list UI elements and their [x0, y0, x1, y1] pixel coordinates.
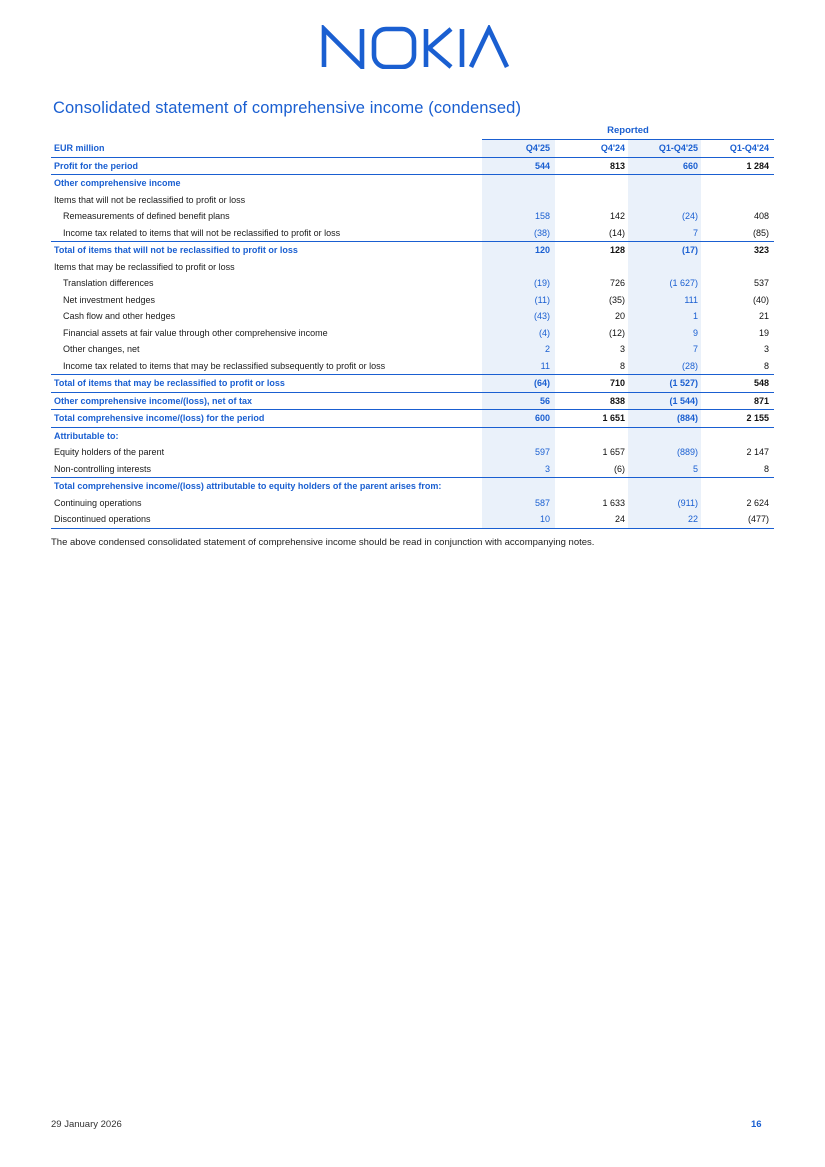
total-row [51, 410, 774, 428]
cell-value: 21 [758, 311, 769, 321]
section-heading-row [51, 175, 774, 192]
cell-value: (11) [534, 294, 550, 305]
row-label: Net investment hedges [63, 294, 156, 305]
row-label: Remeasurements of defined benefit plans [63, 211, 230, 221]
cell-value: 1 657 [602, 447, 625, 457]
cell-value: (12) [608, 327, 625, 338]
column-header: Q4'25 [525, 143, 550, 153]
row-label: Total comprehensive income/(loss) for the period [54, 413, 265, 423]
table-row [51, 511, 774, 529]
cell-value: 8 [619, 360, 625, 371]
cell-value: 120 [534, 245, 550, 255]
row-label: Translation differences [63, 278, 154, 288]
cell-value: 2 [544, 344, 550, 354]
page-number: 16 [751, 1119, 762, 1130]
unit-label: EUR million [54, 143, 105, 153]
table-row [51, 325, 774, 342]
row-label: Non-controlling interests [54, 463, 152, 474]
table-row [51, 292, 774, 309]
cell-value: 3 [763, 344, 769, 354]
row-label: Continuing operations [54, 497, 142, 508]
cell-value: 142 [609, 211, 625, 221]
cell-value: 10 [539, 514, 550, 524]
row-label: Total of items that will not be reclassified to profit or loss [54, 245, 298, 255]
cell-value: 600 [534, 413, 550, 423]
cell-value: (911) [677, 497, 698, 508]
cell-value: 323 [753, 245, 769, 255]
cell-value: 158 [534, 211, 550, 221]
column-header: Q4'24 [600, 143, 625, 153]
table-row [51, 275, 774, 292]
cell-value: 1 651 [602, 413, 625, 423]
income-statement-table [51, 124, 774, 529]
row-label: Other comprehensive income [54, 178, 181, 188]
table-row [51, 158, 774, 176]
cell-value: 8 [763, 360, 769, 371]
cell-value: 1 [692, 311, 698, 321]
table-row [51, 444, 774, 461]
cell-value: 2 155 [746, 413, 769, 423]
row-label: Attributable to: [54, 430, 119, 441]
cell-value: 19 [758, 327, 769, 338]
subtotal-row [51, 242, 774, 259]
nokia-logo [321, 25, 511, 69]
row-label: Cash flow and other hedges [63, 311, 176, 321]
cell-value: 587 [534, 497, 550, 508]
cell-value: (1 627) [669, 278, 698, 288]
cell-value: 128 [609, 245, 625, 255]
row-label: Other comprehensive income/(loss), net of tax [54, 395, 253, 406]
cell-value: (28) [681, 360, 698, 371]
cell-value: (1 527) [669, 378, 698, 388]
cell-value: 2 624 [746, 497, 769, 508]
cell-value: 813 [609, 160, 625, 171]
cell-value: 56 [539, 395, 550, 406]
cell-value: 1 284 [746, 160, 769, 171]
cell-value: (19) [533, 278, 550, 288]
cell-value: (85) [752, 227, 769, 238]
row-label: Items that will not be reclassified to profit or loss [54, 194, 246, 205]
cell-value: 3 [619, 344, 625, 354]
row-label: Profit for the period [54, 160, 138, 171]
cell-value: (1 544) [669, 395, 698, 406]
cell-value: 710 [609, 378, 625, 388]
subsection-row [51, 192, 774, 209]
cell-value: 548 [753, 378, 769, 388]
column-header-row [51, 140, 774, 158]
cell-value: 597 [534, 447, 550, 457]
cell-value: 9 [692, 327, 698, 338]
cell-value: 726 [609, 278, 625, 288]
reported-group-label: Reported [607, 125, 649, 136]
column-header: Q1-Q4'24 [729, 143, 769, 153]
footnote: The above condensed consolidated statement of comprehensive income should be read in conjunction with accompanying notes. [51, 537, 595, 548]
column-header: Q1-Q4'25 [658, 143, 698, 153]
cell-value: 537 [753, 278, 769, 288]
row-label: Discontinued operations [54, 514, 151, 524]
cell-value: (35) [608, 294, 625, 305]
section-heading-row [51, 428, 774, 445]
cell-value: (14) [608, 227, 625, 238]
cell-value: 1 633 [602, 497, 625, 508]
row-label: Income tax related to items that may be reclassified subsequently to profit or loss [63, 360, 386, 371]
cell-value: 660 [682, 160, 698, 171]
cell-value: (38) [533, 227, 550, 238]
cell-value: 871 [753, 395, 769, 406]
cell-value: 7 [692, 344, 698, 354]
footer-date: 29 January 2026 [51, 1119, 122, 1130]
row-label: Total of items that may be reclassified to profit or loss [54, 378, 285, 388]
cell-value: 20 [614, 311, 625, 321]
table-row [51, 341, 774, 358]
page-title: Consolidated statement of comprehensive income (condensed) [53, 99, 522, 117]
cell-value: 24 [614, 514, 625, 524]
table-row [51, 358, 774, 376]
table-row [51, 308, 774, 325]
row-label: Financial assets at fair value through other comprehensive income [63, 327, 328, 338]
table-row [51, 461, 774, 479]
cell-value: 8 [763, 463, 769, 474]
row-label: Other changes, net [63, 344, 140, 354]
subtotal-row [51, 375, 774, 393]
cell-value: 11 [540, 360, 550, 371]
cell-value: 408 [753, 211, 769, 221]
cell-value: 5 [692, 463, 698, 474]
row-label: Income tax related to items that will not be reclassified to profit or loss [63, 227, 341, 238]
cell-value: 3 [544, 463, 550, 474]
cell-value: (43) [533, 311, 550, 321]
table-row [51, 495, 774, 512]
table-row [51, 208, 774, 225]
subtotal-row [51, 393, 774, 411]
row-label: Items that may be reclassified to profit or loss [54, 261, 235, 272]
cell-value: 2 147 [746, 447, 769, 457]
cell-value: (24) [681, 211, 698, 221]
row-label: Equity holders of the parent [54, 447, 165, 457]
cell-value: (64) [533, 378, 550, 388]
table-row [51, 225, 774, 243]
cell-value: 111 [684, 294, 698, 305]
cell-value: 838 [609, 395, 625, 406]
subsection-row [51, 259, 774, 276]
cell-value: (6) [614, 463, 625, 474]
cell-value: (477) [747, 514, 769, 524]
cell-value: (889) [676, 447, 698, 457]
section-heading-row [51, 478, 774, 495]
cell-value: 544 [534, 160, 550, 171]
cell-value: 22 [687, 514, 698, 524]
cell-value: (4) [539, 327, 550, 338]
row-label: Total comprehensive income/(loss) attributable to equity holders of the parent arises from: [54, 481, 442, 491]
group-header-row [51, 124, 774, 140]
cell-value: (40) [752, 294, 769, 305]
cell-value: (884) [676, 413, 698, 423]
cell-value: 7 [692, 227, 698, 238]
cell-value: (17) [681, 245, 698, 255]
